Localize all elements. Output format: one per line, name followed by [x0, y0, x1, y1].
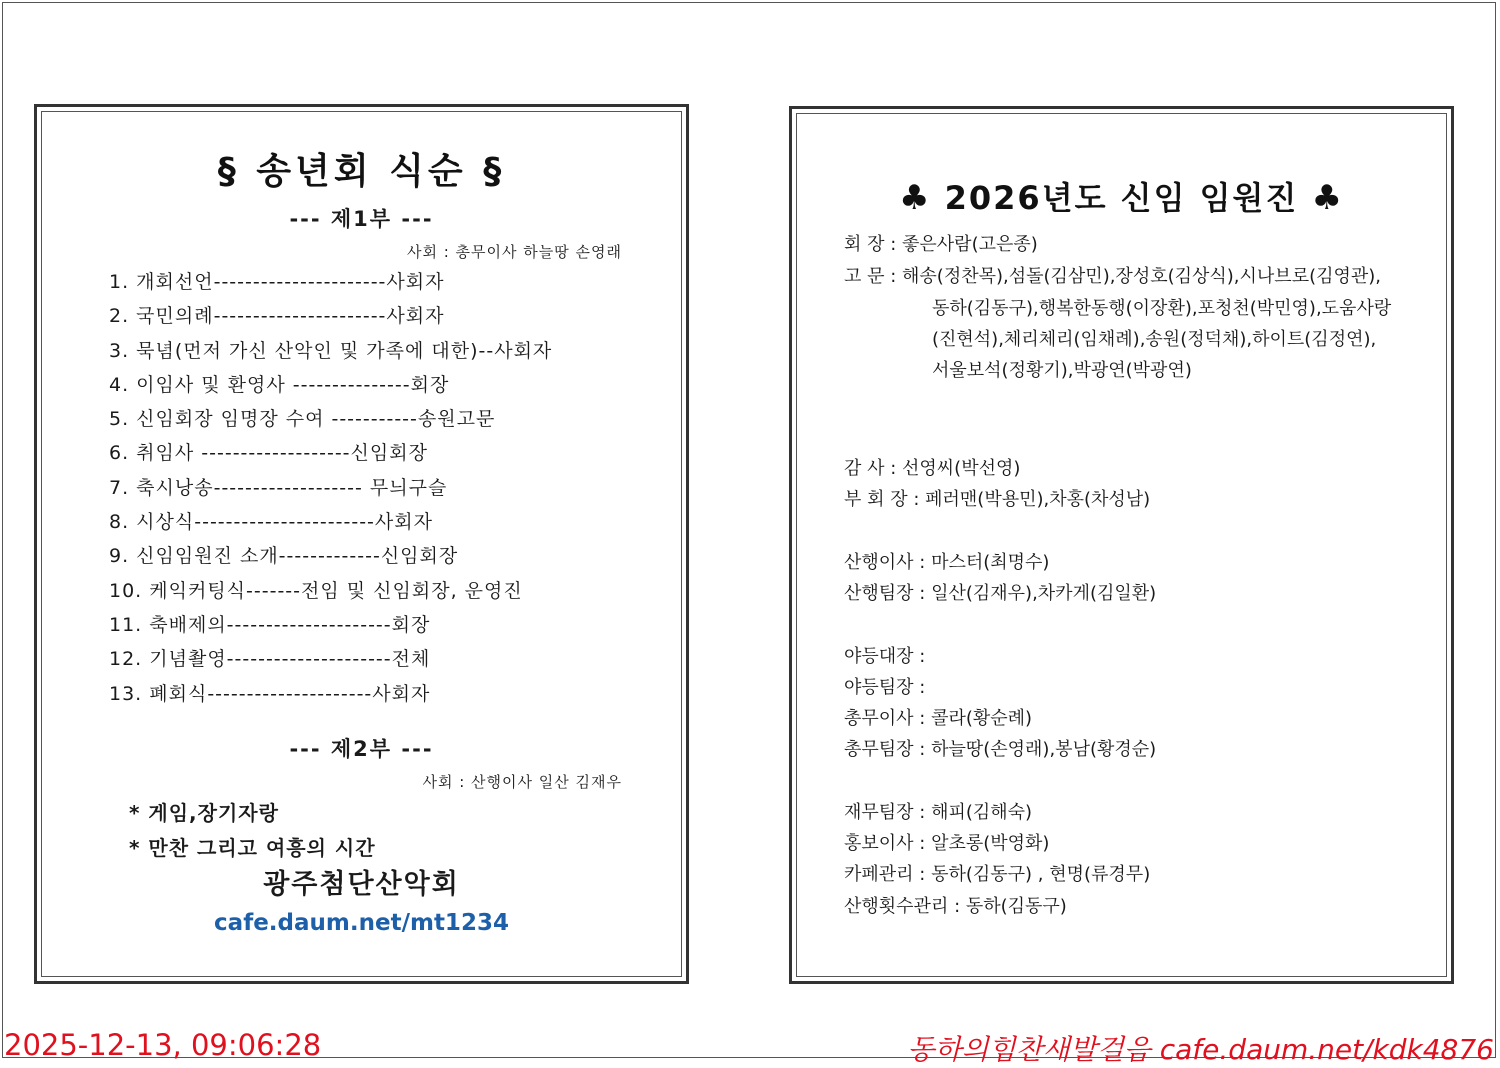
officer-role: 야등대장	[844, 646, 914, 667]
program-panel	[34, 104, 689, 984]
officer-name: : 콜라(황순례)	[919, 708, 1033, 729]
officer-row	[844, 734, 1156, 765]
officer-role: 재무팀장	[844, 802, 914, 823]
part2-item: * 게임,장기자랑	[129, 801, 279, 825]
capture-timestamp: 2025-12-13, 09:06:28	[4, 1028, 322, 1062]
officer-role: 감 사	[844, 458, 885, 479]
part1-heading: --- 제1부 ---	[289, 207, 434, 231]
officer-role: 고 문	[844, 266, 885, 287]
officer-row	[844, 859, 1150, 890]
program-item: 5. 신임회장 임명장 수여 -----------송원고문	[109, 408, 496, 431]
officer-row	[844, 641, 925, 672]
officer-row	[844, 547, 1049, 578]
officer-role: 총무이사	[844, 708, 914, 729]
officer-role: 부 회 장	[844, 489, 908, 510]
advisor-list-continued: 동하(김동구),행복한동행(이장환),포청천(박민영),도움사랑	[932, 298, 1392, 319]
officer-name: : 일산(김재우),차카게(김일환)	[919, 583, 1157, 604]
advisor-list-continued: (진현석),체리체리(임채례),송원(정덕채),하이트(김정연),	[932, 329, 1377, 350]
program-item: 1. 개회선언----------------------사회자	[109, 271, 445, 293]
officer-role: 산행횟수관리	[844, 896, 949, 917]
advisor-list-continued: 서울보석(정황기),박광연(박광연)	[932, 360, 1192, 381]
officer-name: : 동하(김동구) , 현명(류경무)	[919, 864, 1151, 885]
officer-row	[844, 484, 1150, 515]
officer-name: : 해피(김해숙)	[919, 802, 1033, 823]
program-item: 12. 기념촬영---------------------전체	[109, 648, 431, 671]
part1-host: 사회 : 총무이사 하늘땅 손영래	[406, 243, 622, 261]
officer-name: :	[919, 677, 926, 698]
officer-row	[844, 229, 1038, 260]
organization-name: 광주첨단산악회	[263, 869, 460, 900]
officer-row	[844, 891, 1067, 922]
program-list	[109, 265, 669, 711]
officer-name: : 하늘땅(손영래),봉남(황경순)	[919, 739, 1157, 760]
cafe-link[interactable]: cafe.daum.net/mt1234	[214, 910, 509, 936]
club-suit-icon: ♣	[1311, 178, 1344, 218]
program-item: 10. 케익커팅식-------전임 및 신임회장, 운영진	[109, 579, 523, 602]
part2-heading: --- 제2부 ---	[289, 737, 434, 761]
program-item: 6. 취임사 -------------------신임회장	[109, 442, 428, 465]
officer-name: : 마스터(최명수)	[919, 552, 1050, 573]
program-item: 7. 축시낭송------------------- 무늬구슬	[109, 476, 448, 499]
part2-host: 사회 : 산행이사 일산 김재우	[422, 773, 622, 791]
officer-row	[844, 797, 1032, 828]
officers-title-row	[792, 173, 1451, 219]
officer-role: 회 장	[844, 234, 885, 255]
program-item: 13. 폐회식---------------------사회자	[109, 682, 431, 705]
officer-name: : 해송(정찬목),섬돌(김삼민),장성호(김상식),시나브로(김영관),	[890, 266, 1382, 287]
officer-name: : 좋은사람(고은종)	[890, 234, 1038, 255]
part2-item: * 만찬 그리고 여흥의 시간	[129, 836, 376, 860]
officer-role: 홍보이사	[844, 833, 914, 854]
officer-name: : 페러맨(박용민),차홍(차성남)	[913, 489, 1151, 510]
officer-role: 산행이사	[844, 552, 914, 573]
program-item: 9. 신임임원진 소개-------------신임회장	[109, 545, 459, 568]
officer-row	[844, 453, 1020, 484]
officers-panel	[789, 106, 1454, 984]
officer-row	[844, 261, 1381, 292]
program-item: 2. 국민의례----------------------사회자	[109, 305, 445, 328]
officer-name: : 알초롱(박영화)	[919, 833, 1050, 854]
officer-row	[844, 578, 1156, 609]
program-item: 8. 시상식-----------------------사회자	[109, 511, 433, 534]
officers-title: 2026년도 신임 임원진	[944, 179, 1299, 217]
club-suit-icon: ♣	[899, 178, 932, 218]
officer-row	[844, 828, 1049, 859]
officer-name: : 선영씨(박선영)	[890, 458, 1021, 479]
officer-role: 야등팀장	[844, 677, 914, 698]
officer-role: 산행팀장	[844, 583, 914, 604]
program-item: 4. 이임사 및 환영사 ---------------회장	[109, 373, 450, 396]
officer-name: : 동하(김동구)	[954, 896, 1067, 917]
program-item: 11. 축배제의---------------------회장	[109, 613, 431, 636]
officer-row	[844, 703, 1032, 734]
program-title: § 송년회 식순 §	[217, 151, 506, 192]
officer-name: :	[919, 646, 926, 667]
program-item: 3. 묵념(먼저 가신 산악인 및 가족에 대한)--사회자	[109, 339, 553, 362]
blog-signature: 동하의힘찬새발걸음 cafe.daum.net/kdk4876	[907, 1033, 1494, 1066]
officer-row	[844, 672, 925, 703]
officer-role: 카페관리	[844, 864, 914, 885]
officer-role: 총무팀장	[844, 739, 914, 760]
